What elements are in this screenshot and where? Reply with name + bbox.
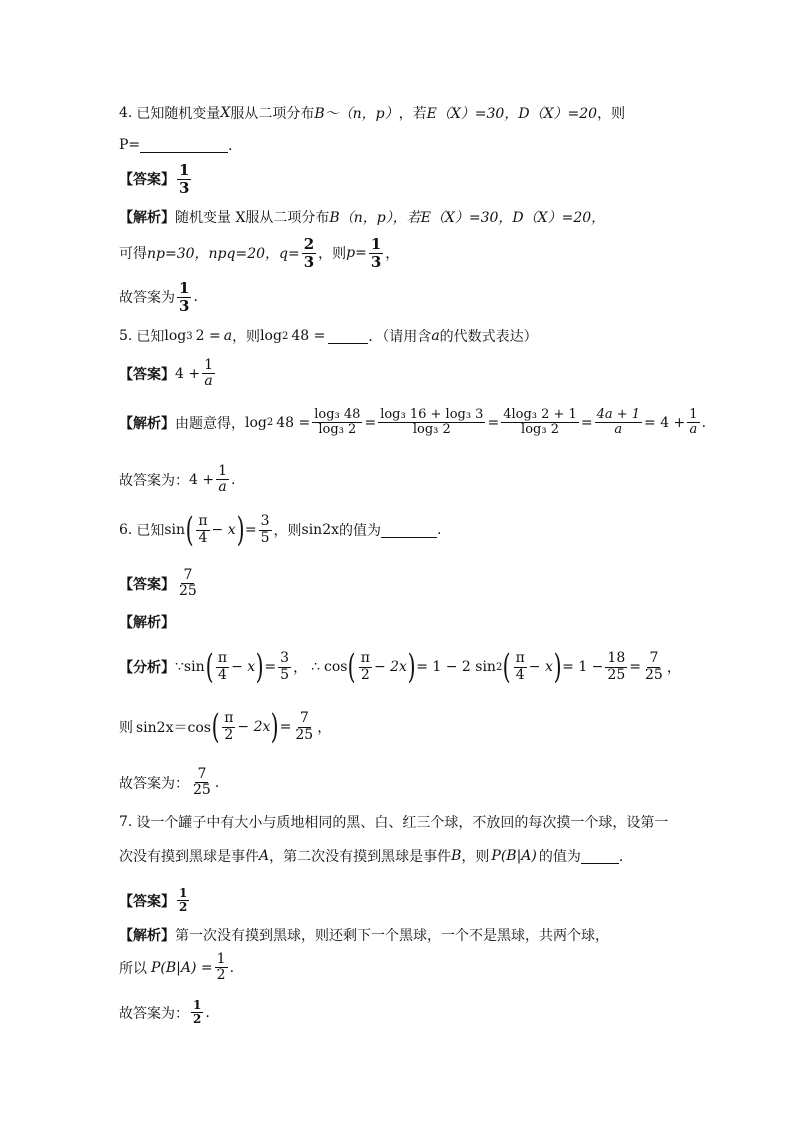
q7-analysis-2: 所以 P(B|A) = $\frac{1}{2}$ . — [119, 951, 235, 984]
q7-final: 故答案为： $\frac{1}{2}$ . — [119, 998, 210, 1027]
q7-number: 7. — [119, 814, 133, 830]
q6-number: 6. — [119, 522, 133, 538]
q-fraction: $\frac{2}{3}$ — [303, 235, 315, 271]
q5-answer: 【答案】 4 + $\frac{1}{a}$ — [119, 357, 214, 390]
q6-final: 故答案为： $\frac{7}{25}$ . — [119, 766, 220, 799]
q7-stem: 7. 设一个罐子中有大小与质地相同的黑、白、红三个球，不放回的每次摸一个球，设第一 — [119, 814, 669, 831]
answer-blank[interactable] — [381, 523, 437, 538]
q4-answer-fraction: $\frac{1}{3}$ — [179, 161, 190, 197]
answer-label: 【答案】 — [119, 172, 175, 188]
analysis-label: 【解析】 — [119, 210, 175, 226]
q7-analysis: 【解析】 第一次没有摸到黑球，则还剩下一个黑球，一个不是黑球，共两个球， — [119, 925, 609, 945]
q4-number: 4. — [119, 105, 133, 121]
q7-answer: 【答案】 $\frac{1}{2}$ — [119, 886, 188, 915]
final-fraction: $\frac{1}{3}$ — [179, 279, 190, 315]
q6-answer — [119, 568, 201, 600]
q4-stem-2: P= ． — [119, 137, 243, 154]
q6-analysis-2: 则 sin2x＝cos ( $\frac{\pi}{2}$ − 2x ) = $\frac{7}{25}$ ， — [119, 707, 332, 747]
q4-text: 已知随机变量 — [136, 106, 221, 122]
answer-blank[interactable] — [140, 138, 228, 153]
fenxi-label: 【分析】 — [119, 660, 175, 676]
answer-blank[interactable] — [328, 329, 368, 344]
q5-number: 5. — [119, 328, 133, 344]
answer-label: 【答案】 — [119, 366, 175, 383]
q4-text: 服从二项分布 — [230, 106, 315, 122]
q6-stem: 6. 已知 sin ( $\frac{\pi}{4}$ − x ) = $\frac{3}{5}$ ，则 sin2x 的值为 . — [119, 510, 442, 550]
q4-analysis: 【解析】 随机变量 X服从二项分布 B（n，p），若 E（X）=30，D（X）=20， — [119, 207, 605, 227]
answer-label: 【答案】 — [119, 893, 175, 910]
q6-analysis-label — [119, 612, 175, 632]
q4-expectation: E（X）=30，D（X）=20 — [426, 106, 598, 122]
answer-blank[interactable] — [581, 849, 619, 864]
q4-text: ，若 — [398, 106, 427, 122]
q4-p-label: P= — [119, 137, 141, 153]
q4-var: X — [220, 105, 231, 121]
answer-label: 【答案】 — [119, 576, 175, 593]
q6-answer-fraction: $\frac{7}{25}$ — [179, 567, 197, 600]
analysis-label: 【解析】 — [119, 928, 175, 944]
q4-analysis-2: 可得 np=30，npq=20，q= $\frac{2}{3}$ ，则 p= $\frac{1}{3}$ ， — [119, 235, 400, 271]
q5-analysis: 【解析】 由题意得， log 2 48 = $\frac{\text{log₃ 48}}{\text{log₃ 2}}$ = $\frac{\text{log₃ 16 + log₃ 3}}{\text{log₃ 2}}$ = $\frac{\text{4log₃ 2 + 1}}{\text{log₃ 2}}$ = $\frac{4a + 1}{a}$ = 4 + $\frac{1}{a}$ . — [119, 407, 707, 438]
q5-answer-fraction: $\frac{1}{a}$ — [204, 357, 214, 390]
analysis-label: 【解析】 — [119, 415, 175, 432]
q4-text: ，则 — [597, 106, 626, 122]
q6-analysis: 【分析】 ∵ sin ( $\frac{\pi}{4}$ − x ) = $\frac{3}{5}$ ， ∴ cos ( $\frac{\pi}{2}$ − 2x ) = 1 − 2 sin 2 ( $\frac{\pi}{4}$ − x ) = 1 − $\frac{18}{25}$ = $\frac{7}{25}$ ， — [119, 647, 681, 687]
p-fraction: $\frac{1}{3}$ — [370, 235, 382, 271]
q5-stem: 5. 已知 log 3 2 = a ，则 log 2 48 = ．（请用含 a 的代数式表达） — [119, 328, 538, 345]
q4-final: 故答案为 $\frac{1}{3}$ . — [119, 279, 198, 315]
q4-dist: B～（n，p） — [314, 106, 399, 122]
q4-stem — [119, 103, 625, 123]
q5-final: 故答案为： 4 + $\frac{1}{a}$ . — [119, 463, 236, 496]
analysis-label: 【解析】 — [119, 615, 175, 631]
q4-answer — [119, 162, 193, 196]
q7-stem-2: 次没有摸到黑球是事件 A ，第二次没有摸到黑球是事件 B ，则 P(B|A) 的值为 ． — [119, 848, 633, 865]
